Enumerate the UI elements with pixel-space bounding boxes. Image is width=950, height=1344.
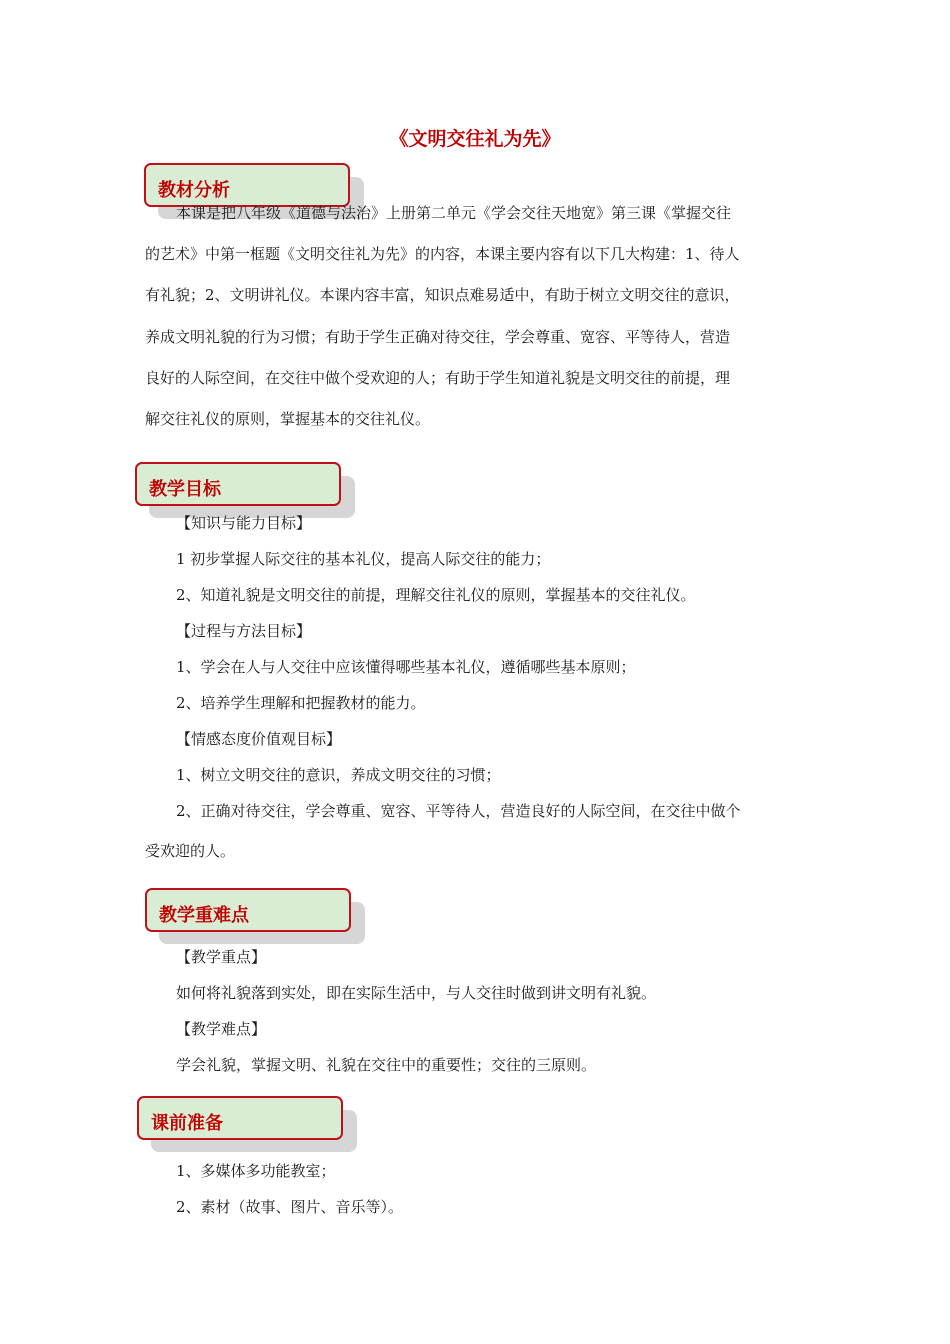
text-line: 1 初步掌握人际交往的基本礼仪，提高人际交往的能力； [176,550,551,568]
text-line: 受欢迎的人。 [145,842,236,860]
text-line: 如何将礼貌落到实处，即在实际生活中，与人交往时做到讲文明有礼貌。 [176,984,657,1002]
heading-label: 教学目标 [149,479,221,500]
heading-label: 教学重难点 [159,905,249,926]
heading-label: 教材分析 [158,180,230,201]
subheading-attitude: 【情感态度价值观目标】 [176,730,342,748]
document-title: 《文明交往礼为先》 [389,128,561,150]
text-line: 良好的人际空间，在交往中做个受欢迎的人；有助于学生知道礼貌是文明交往的前提，理 [145,369,731,387]
text-line: 2、知道礼貌是文明交往的前提，理解交往礼仪的原则，掌握基本的交往礼仪。 [176,586,696,604]
subheading-difficulty: 【教学难点】 [176,1020,267,1038]
section-heading-prep [137,1096,343,1142]
text-line: 1、树立文明交往的意识，养成文明交往的习惯； [176,766,501,784]
text-line: 1、学会在人与人交往中应该懂得哪些基本礼仪，遵循哪些基本原则； [176,658,636,676]
subheading-process: 【过程与方法目标】 [176,622,312,640]
text-line: 2、培养学生理解和把握教材的能力。 [176,694,426,712]
heading-label: 课前准备 [151,1113,223,1134]
section-heading-keypoints [145,888,351,934]
text-line: 2、素材（故事、图片、音乐等）。 [176,1198,404,1216]
text-line: 学会礼貌，掌握文明、礼貌在交往中的重要性；交往的三原则。 [176,1056,597,1074]
section-heading-goals [135,462,341,508]
text-line: 1、多媒体多功能教室； [176,1162,336,1180]
text-line: 的艺术》中第一框题《文明交往礼为先》的内容，本课主要内容有以下几大构建：1、待人 [145,245,740,263]
subheading-key: 【教学重点】 [176,948,267,966]
text-line: 本课是把八年级《道德与法治》上册第二单元《学会交往天地宽》第三课《掌握交往 [176,204,732,222]
text-line: 有礼貌；2、文明讲礼仪。本课内容丰富，知识点难易适中，有助于树立文明交往的意识， [145,286,740,304]
subheading-knowledge: 【知识与能力目标】 [176,514,312,532]
text-line: 解交往礼仪的原则，掌握基本的交往礼仪。 [145,410,431,428]
text-line: 2、正确对待交往，学会尊重、宽容、平等待人，营造良好的人际空间，在交往中做个 [176,802,741,820]
text-line: 养成文明礼貌的行为习惯；有助于学生正确对待交往，学会尊重、宽容、平等待人，营造 [145,328,731,346]
